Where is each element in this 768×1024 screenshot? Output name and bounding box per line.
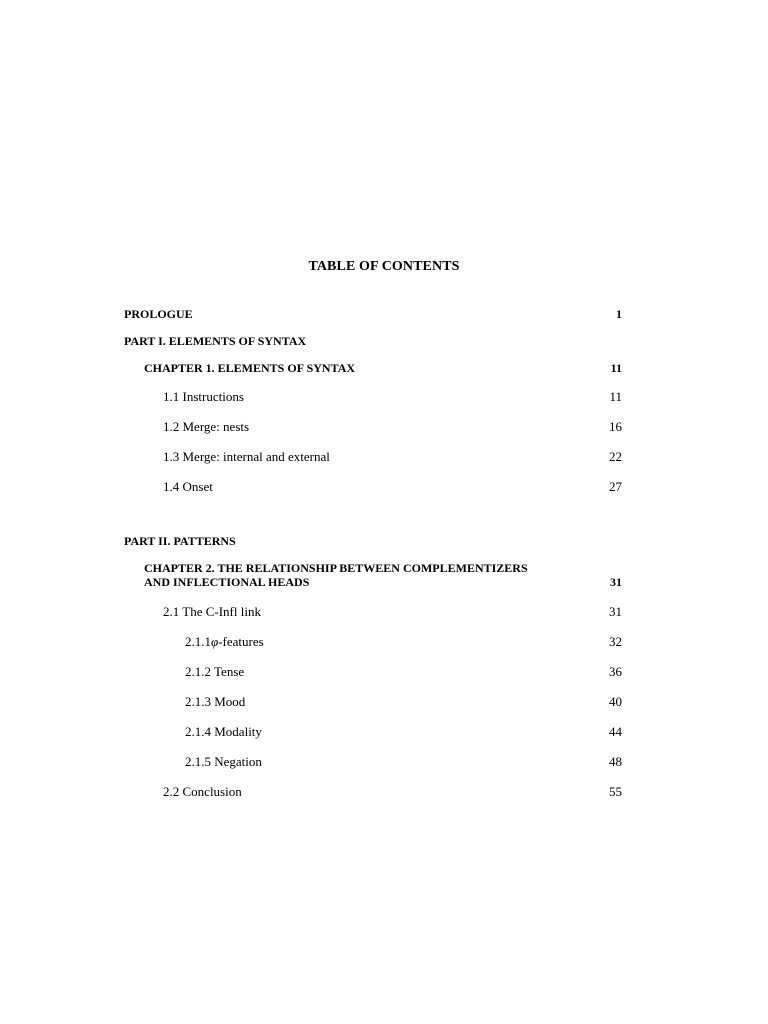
toc-entry-label: 2.1.5 Negation: [185, 754, 262, 769]
toc-entry-page: 16: [609, 419, 622, 434]
toc-entry-page: 32: [609, 634, 622, 649]
toc-entry-page: 36: [609, 664, 622, 679]
toc-entry-label: 1.2 Merge: nests: [163, 419, 250, 434]
page-title: TABLE OF CONTENTS: [308, 259, 460, 274]
toc-entry-label: CHAPTER 1. ELEMENTS OF SYNTAX: [144, 361, 356, 375]
toc-entry-label-line2: AND INFLECTIONAL HEADS: [144, 575, 310, 589]
toc-entry-label-line1: CHAPTER 2. THE RELATIONSHIP BETWEEN COMPLEMENTIZERS: [144, 561, 528, 575]
toc-entry-label: PART I. ELEMENTS OF SYNTAX: [124, 334, 307, 348]
toc-entry-page: 40: [609, 694, 622, 709]
toc-entry-label: 1.4 Onset: [163, 479, 213, 494]
toc-entry-page: 27: [609, 479, 622, 494]
toc-entry-label: 1.1 Instructions: [163, 389, 244, 404]
toc-entry-page: 31: [610, 575, 622, 589]
toc-entry-label: PART II. PATTERNS: [124, 534, 236, 548]
toc-entry-page: 55: [609, 784, 622, 799]
toc-entry-text: -features: [218, 634, 264, 649]
toc-entry-page: 31: [609, 604, 622, 619]
phi-symbol: φ: [211, 634, 219, 649]
toc-entry-label: 2.2 Conclusion: [163, 784, 242, 799]
toc-entry-page: 22: [609, 449, 622, 464]
toc-entry-label: [185, 634, 264, 649]
toc-entry-label: 1.3 Merge: internal and external: [163, 449, 330, 464]
toc-entry-page: 48: [609, 754, 622, 769]
toc-entry-number: 2.1.1: [185, 634, 211, 649]
toc-entry-page: 44: [609, 724, 622, 739]
toc-entry-label: PROLOGUE: [124, 307, 193, 321]
toc-entry-label: 2.1 The C-Infl link: [163, 604, 261, 619]
toc-entry-label: 2.1.4 Modality: [185, 724, 262, 739]
toc-entry-label: 2.1.2 Tense: [185, 664, 245, 679]
toc-entry-label: 2.1.3 Mood: [185, 694, 246, 709]
toc-entry-page: 11: [610, 361, 622, 375]
toc-entry-page: 11: [609, 389, 622, 404]
toc-entry-page: 1: [616, 307, 622, 321]
